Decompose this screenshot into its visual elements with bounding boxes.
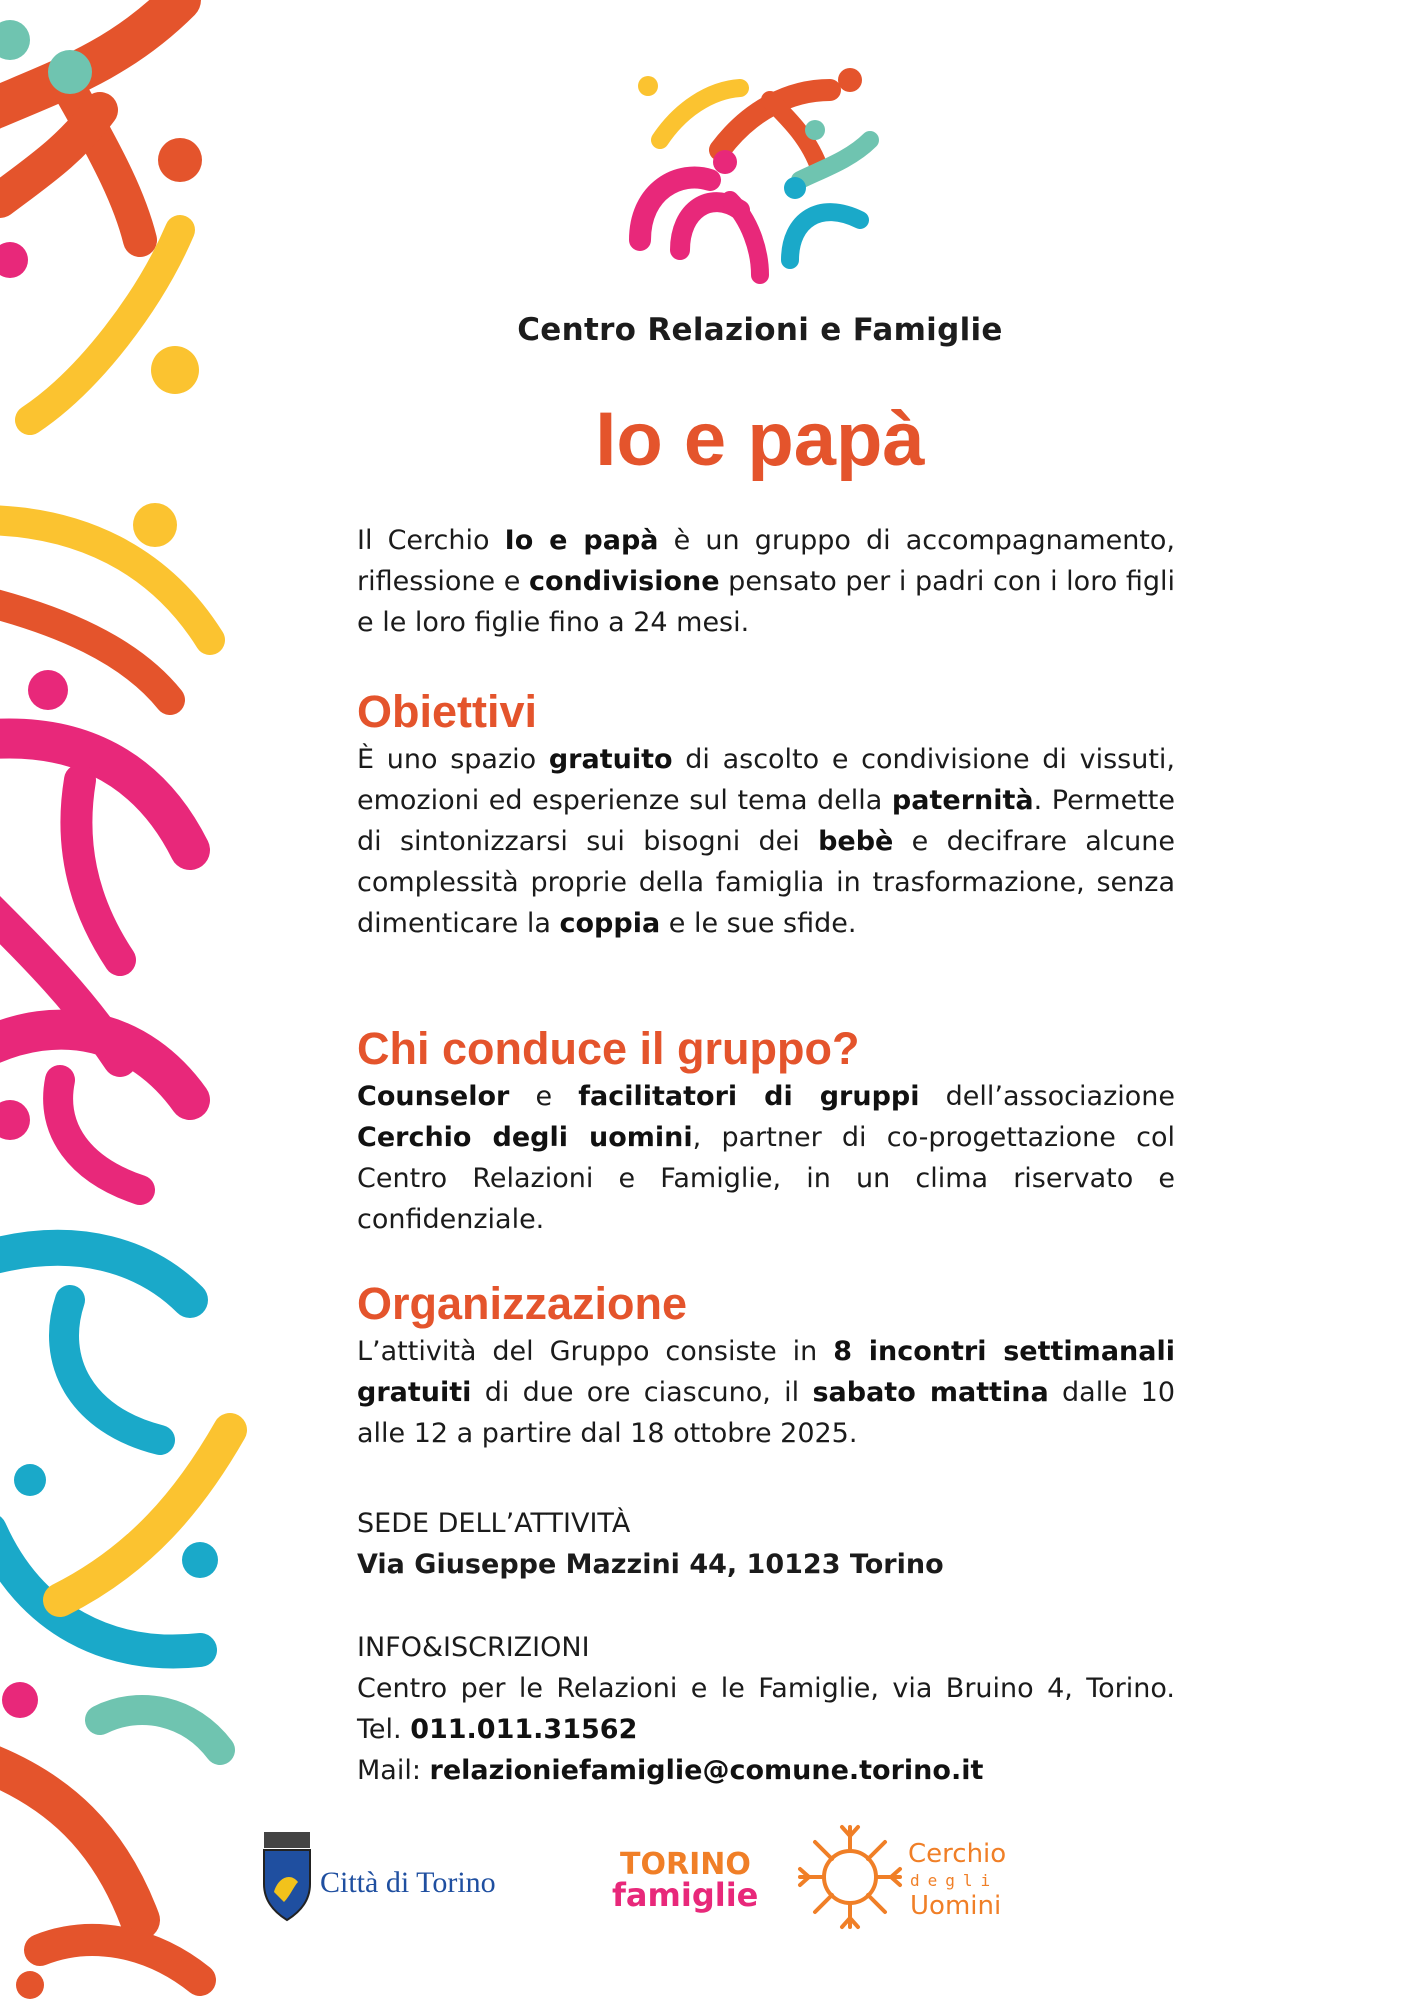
svg-text:degli: degli xyxy=(910,1871,999,1890)
centro-relazioni-logo xyxy=(620,60,900,290)
section-obiettivi xyxy=(357,685,1175,944)
section-body: L’attività del Gruppo consiste in 8 incontri settimanali gratuiti di due ore ciascuno, il sabato mattina dalle 10 alle 12 a partire dal 18 ottobre 2025. xyxy=(357,1336,1175,1449)
sede-address: Via Giuseppe Mazzini 44, 10123 Torino xyxy=(357,1549,944,1580)
svg-text:Cerchio: Cerchio xyxy=(908,1839,1007,1869)
cerchio-degli-uomini-logo xyxy=(800,1827,1006,1927)
footer-logos xyxy=(260,1822,1040,1932)
intro-paragraph: Il Cerchio Io e papà è un gruppo di accompagnamento, riflessione e condivisione pensato per i padri con i loro figli e le loro figlie fino a 24 mesi. xyxy=(357,525,1175,638)
torino-famiglie-logo xyxy=(612,1847,758,1914)
email-link[interactable]: relazioniefamiglie@comune.torino.it xyxy=(429,1755,984,1786)
svg-text:Uomini: Uomini xyxy=(910,1891,1002,1921)
decorative-figures-band xyxy=(0,0,270,2000)
section-chi-conduce xyxy=(357,1022,1175,1240)
info-contact: Centro per le Relazioni e le Famiglie, via Bruino 4, Torino. Tel. 011.011.31562 xyxy=(357,1673,1175,1745)
section-organizzazione xyxy=(357,1277,1175,1454)
sede-label: SEDE DELL’ATTIVITÀ xyxy=(357,1508,631,1539)
info-label: INFO&ISCRIZIONI xyxy=(357,1632,590,1663)
section-body: Counselor e facilitatori di gruppi dell’associazione Cerchio degli uomini, partner di co-progettazione col Centro Relazioni e Famiglie, in un clima riservato e confidenziale. xyxy=(357,1081,1175,1235)
section-sede xyxy=(357,1503,1175,1585)
section-heading: Obiettivi xyxy=(357,686,538,737)
section-info: INFO&ISCRIZIONI Centro per le Relazioni e le Famiglie, via Bruino 4, Torino. Tel. 011.011.31562 Mail: relazioniefamiglie@comune.torino.it xyxy=(357,1627,1175,1791)
section-body: È uno spazio gratuito di ascolto e condivisione di vissuti, emozioni ed esperienze sul tema della paternità. Permette di sintonizzarsi sui bisogni dei bebè e decifrare alcune complessità proprie della famiglia in trasformazione, senza dimenticare la coppia e le sue sfide. xyxy=(357,744,1176,939)
section-heading: Organizzazione xyxy=(357,1278,688,1329)
phone-number: 011.011.31562 xyxy=(410,1714,638,1745)
citta-di-torino-logo xyxy=(264,1832,496,1920)
org-name: Centro Relazioni e Famiglie xyxy=(517,312,1003,348)
svg-text:Città di Torino: Città di Torino xyxy=(320,1866,496,1899)
svg-text:famiglie: famiglie xyxy=(612,1876,759,1914)
page-title: Io e papà xyxy=(595,397,925,482)
section-heading: Chi conduce il gruppo? xyxy=(357,1023,860,1074)
svg-text:TORINO: TORINO xyxy=(620,1847,751,1882)
